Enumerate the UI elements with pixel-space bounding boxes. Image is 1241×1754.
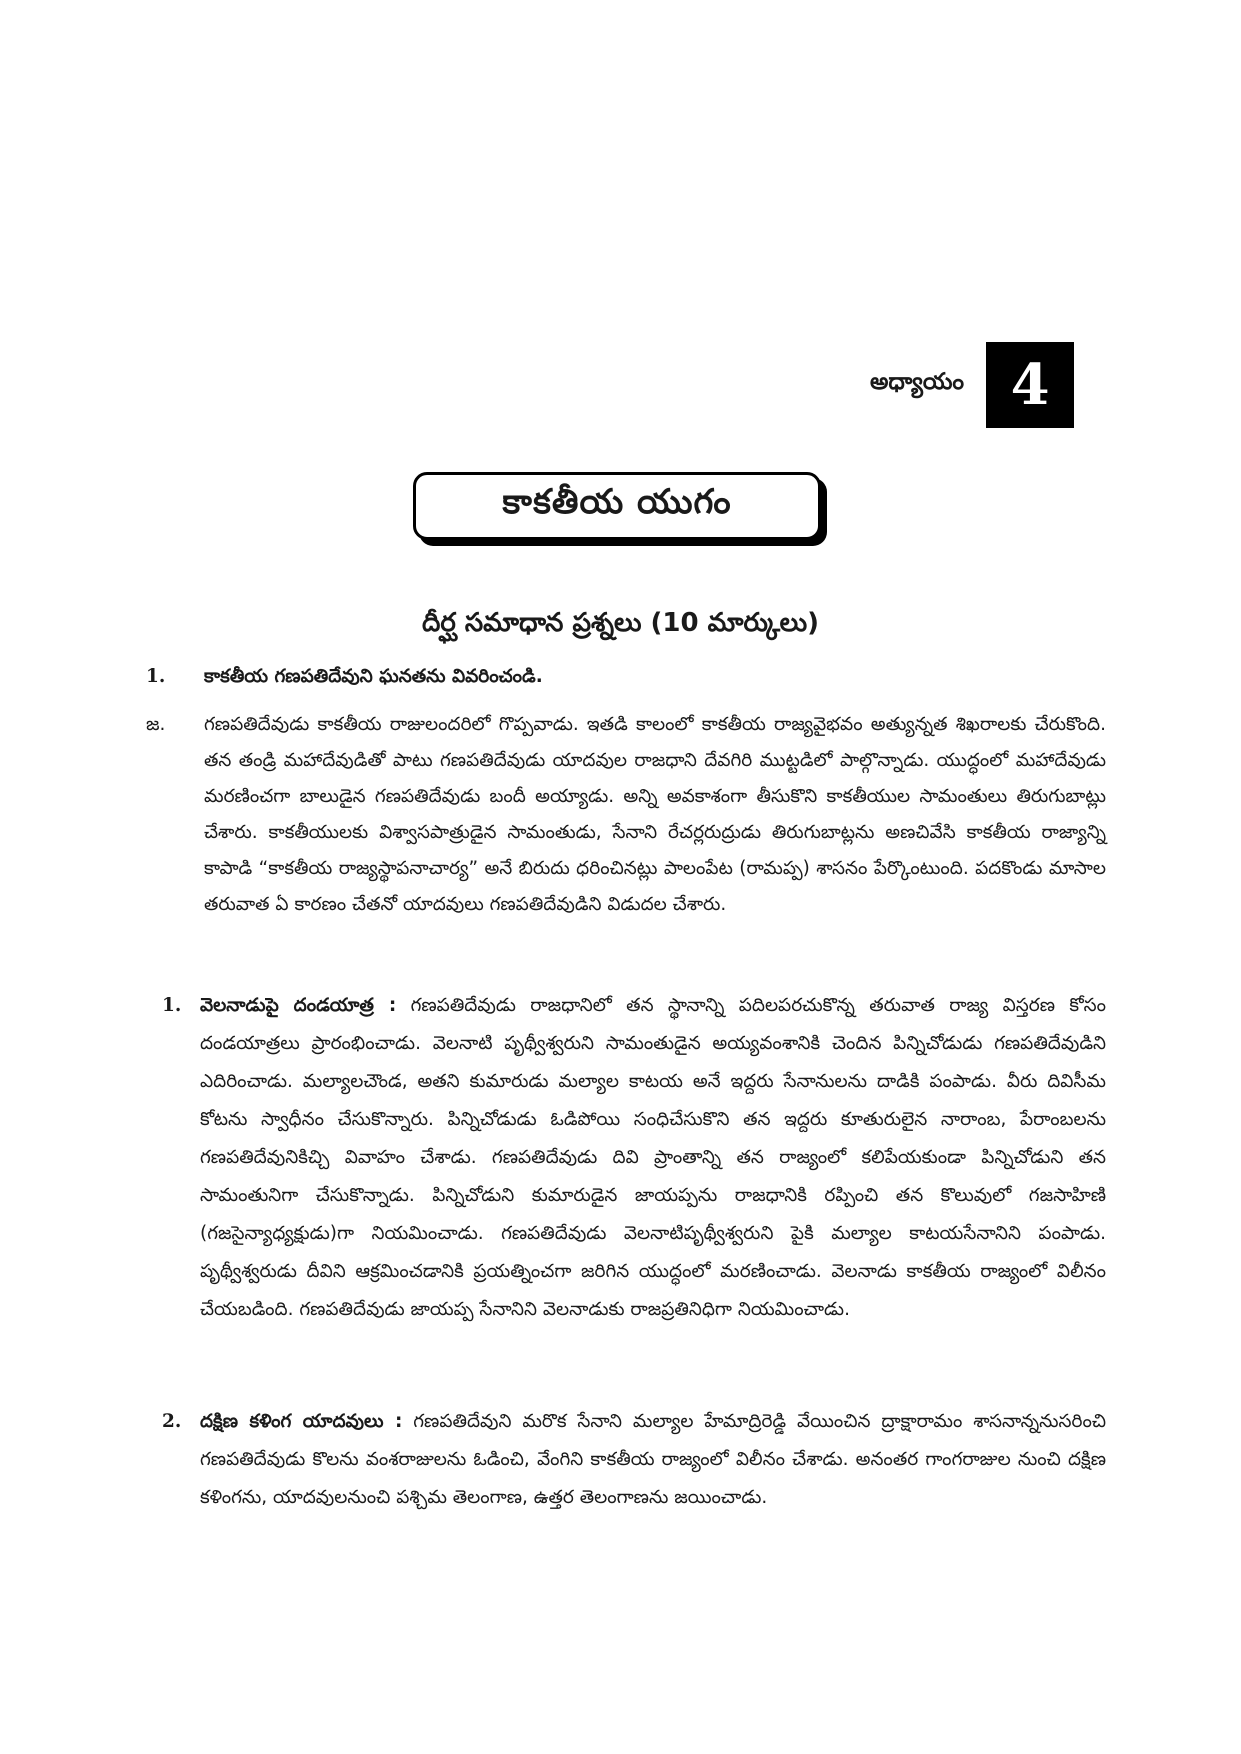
point-body (200, 987, 1106, 1329)
chapter-number: 4 (1010, 352, 1050, 418)
question-text: కాకతీయ గణపతిదేవుని ఘనతను వివరించండి. (204, 666, 543, 687)
point-number: 1. (162, 995, 182, 1016)
chapter-title-frame (413, 472, 821, 540)
answer-block (146, 707, 1106, 923)
point-text: గణపతిదేవుడు రాజధానిలో తన స్థానాన్ని పదిలపరచుకొన్న తరువాత రాజ్య విస్తరణ కోసం దండయాత్రలు ప్రారంభించాడు. వెలనాటి పృథ్వీశ్వరుని సామంతుడైన అయ్యవంశానికి చెందిన పిన్నిచోడుడు గణపతిదేవుడిని ఎదిరించాడు. మల్యాలచౌండ, అతని కుమారుడు మల్యాల కాటయ అనే ఇద్దరు సేనానులను దాడికి పంపాడు. వీరు దివిసీమ కోటను స్వాధీనం చేసుకొన్నారు. పిన్నిచోడుడు ఓడిపోయి సంధిచేసుకొని తన ఇద్దరు కూతురులైన నారాంబ, పేరాంబలను గణపతిదేవునికిచ్చి వివాహం చేశాడు. గణపతిదేవుడు దివి ప్రాంతాన్ని తన రాజ్యంలో కలిపేయకుండా పిన్నిచోడుని తన సామంతునిగా చేసుకొన్నాడు. పిన్నిచోడుని కుమారుడైన జాయప్పను రాజధానికి రప్పించి తన కొలువులో గజసాహిణి (గజసైన్యాధ్యక్షుడు)గా నియమించాడు. గణపతిదేవుడు వెలనాటిపృథ్వీశ్వరుని పైకి మల్యాల కాటయసేనానిని పంపాడు. పృథ్వీశ్వరుడు దీవిని ఆక్రమించడానికి ప్రయత్నించగా జరిగిన యుద్ధంలో మరణించాడు. వెలనాడు కాకతీయ రాజ్యంలో విలీనం చేయబడింది. గణపతిదేవుడు జాయప్ప సేనానిని వెలనాడుకు రాజప్రతినిధిగా నియమించాడు. (200, 995, 1106, 1320)
answer-text: గణపతిదేవుడు కాకతీయ రాజులందరిలో గొప్పవాడు. ఇతడి కాలంలో కాకతీయ రాజ్యవైభవం అత్యున్నత శిఖరాలకు చేరుకొంది. తన తండ్రి మహాదేవుడితో పాటు గణపతిదేవుడు యాదవుల రాజధాని దేవగిరి ముట్టడిలో పాల్గొన్నాడు. యుద్ధంలో మహాదేవుడు మరణించగా బాలుడైన గణపతిదేవుడు బందీ అయ్యాడు. అన్ని అవకాశంగా తీసుకొని కాకతీయుల సామంతులు తిరుగుబాట్లు చేశారు. కాకతీయులకు విశ్వాసపాత్రుడైన సామంతుడు, సేనాని రేచర్లరుద్రుడు తిరుగుబాట్లను అణచివేసి కాకతీయ రాజ్యాన్ని కాపాడి “కాకతీయ రాజ్యస్థాపనాచార్య” అనే బిరుదు ధరించినట్లు పాలంపేట (రామప్ప) శాసనం పేర్కొంటుంది. పదకొండు మాసాల తరువాత ఏ కారణం చేతనో యాదవులు గణపతిదేవుడిని విడుదల చేశారు. (204, 714, 1106, 915)
section-heading: దీర్ఘ సమాధాన ప్రశ్నలు (10 మార్కులు) (422, 608, 819, 638)
answer-marker: జ. (146, 714, 166, 735)
chapter-label: అధ్యాయం (870, 369, 965, 395)
point-1 (162, 987, 1106, 1329)
point-number: 2. (162, 1411, 182, 1432)
chapter-number-box (986, 342, 1074, 428)
chapter-title: కాకతీయ యుగం (502, 482, 732, 522)
point-text: గణపతిదేవుని మరొక సేనాని మల్యాల హేమాద్రిరెడ్డి వేయించిన ద్రాక్షారామం శాసనాన్ననుసరించి గణపతిదేవుడు కొలను వంశరాజులను ఓడించి, వేంగిని కాకతీయ రాజ్యంలో విలీనం చేశాడు. అనంతర గాంగరాజుల నుంచి దక్షిణ కళింగను, యాదవులనుంచి పశ్చిమ తెలంగాణ, ఉత్తర తెలంగాణను జయించాడు. (200, 1411, 1106, 1508)
point-2 (162, 1403, 1106, 1517)
point-heading: వెలనాడుపై దండయాత్ర : (200, 995, 397, 1016)
chapter-header (870, 342, 1074, 428)
point-body (200, 1403, 1106, 1517)
question-number: 1. (146, 666, 166, 687)
question-1 (146, 659, 1106, 695)
point-heading: దక్షిణ కళింగ యాదవులు : (200, 1411, 403, 1432)
